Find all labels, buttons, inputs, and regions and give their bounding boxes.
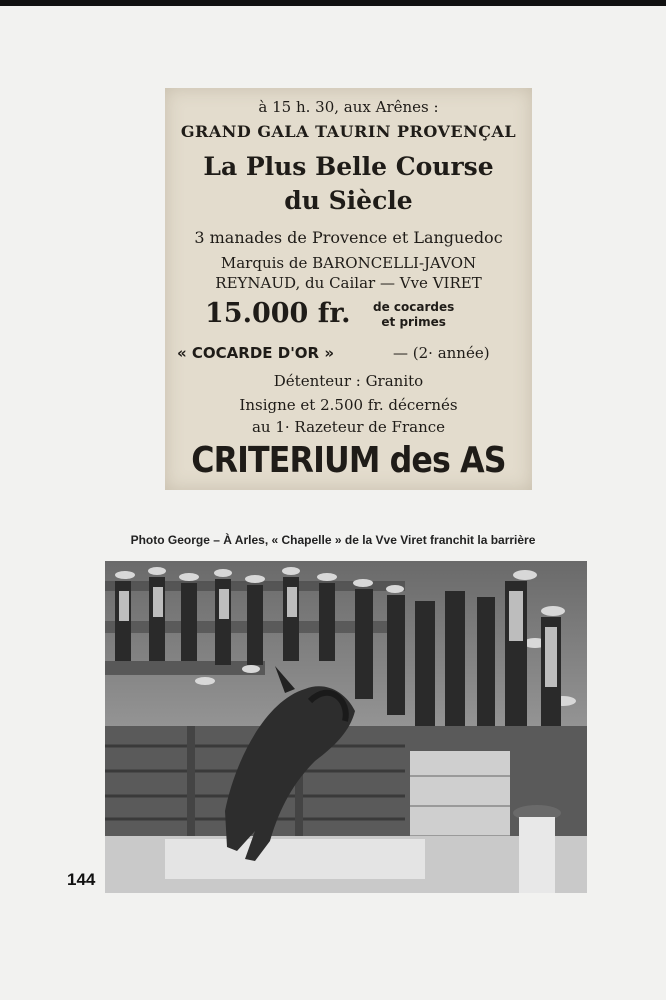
- clipping-manades: 3 manades de Provence et Languedoc: [194, 228, 503, 247]
- clipping-razeteur: au 1· Razeteur de France: [251, 418, 446, 436]
- clipping-prize-desc-2: et primes: [381, 315, 446, 329]
- clipping-time-line: à 15 h. 30, aux Arênes :: [258, 98, 439, 116]
- arena-photo: [105, 561, 587, 893]
- clipping-criterium: CRITERIUM des AS: [191, 440, 506, 481]
- clipping-reynaud: REYNAUD, du Cailar — Vve VIRET: [215, 274, 482, 292]
- page-number: 144: [67, 870, 96, 889]
- arena-photo-image: [105, 561, 587, 893]
- clipping-headline-1: La Plus Belle Course: [203, 152, 494, 181]
- clipping-headline-2: du Siècle: [284, 186, 413, 215]
- clipping-prize-amount: 15.000 fr.: [205, 298, 351, 329]
- clipping-prize-desc-1: de cocardes: [373, 300, 455, 314]
- clipping-holder: Détenteur : Granito: [273, 372, 424, 390]
- book-page: [0, 6, 666, 1000]
- photo-caption: Photo George – À Arles, « Chapelle » de la Vve Viret franchit la barrière: [130, 533, 536, 547]
- clipping-marquis: Marquis de BARONCELLI-JAVON: [220, 254, 477, 272]
- clipping-gala-title: GRAND GALA TAURIN PROVENÇAL: [180, 122, 517, 141]
- clipping-cocarde-year: — (2· année): [393, 344, 490, 362]
- clipping-cocarde: « COCARDE D'OR »: [177, 344, 335, 362]
- clipping-insigne: Insigne et 2.500 fr. décernés: [239, 396, 458, 414]
- newspaper-clipping: [165, 88, 532, 490]
- clipping-prize-desc: [373, 300, 454, 330]
